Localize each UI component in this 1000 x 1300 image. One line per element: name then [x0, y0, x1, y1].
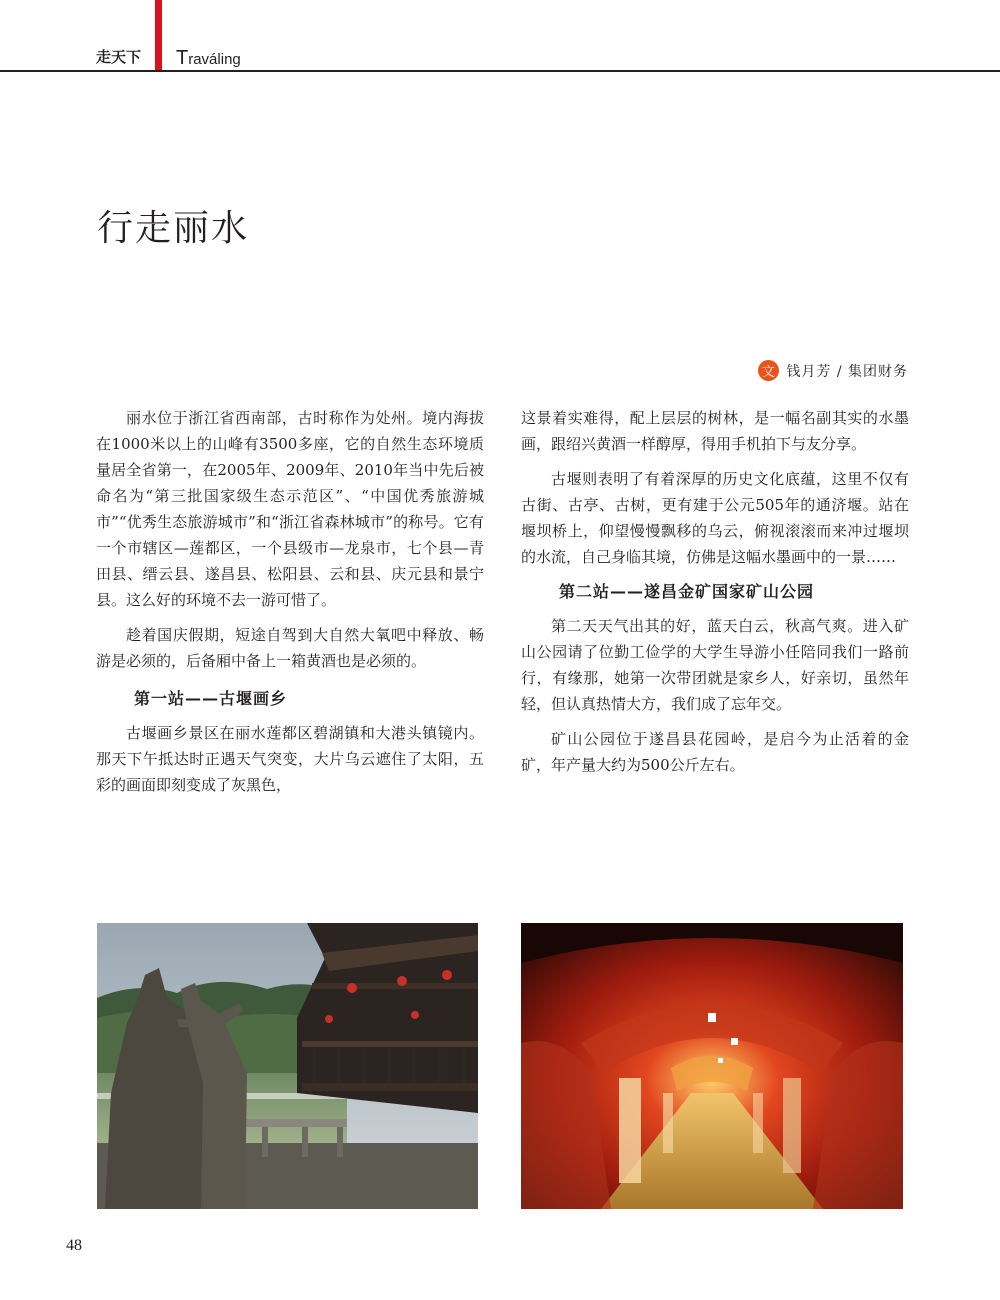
right-column	[521, 405, 909, 787]
paragraph: 趁着国庆假期，短途自驾到大自然大氧吧中释放、畅游是必须的，后备厢中备上一箱黄酒也是必须的。	[96, 626, 484, 670]
page-number: 48	[66, 1237, 82, 1254]
section-label-en-rest: raváling	[188, 51, 241, 68]
article-title: 行走丽水	[97, 208, 250, 250]
paragraph: 古堰则表明了有着深厚的历史文化底蕴，这里不仅有古街、古亭、古树，更有建于公元505年的通济堰。站在堰坝桥上，仰望慢慢飘移的乌云，俯视滚滚而来冲过堰坝的水流，自己身临其境，仿佛是这幅水墨画中的一景……	[521, 470, 909, 566]
header-accent-bar	[155, 0, 162, 70]
section-label-cn: 走天下	[96, 48, 142, 66]
header-rule	[0, 70, 1000, 72]
left-column	[96, 405, 484, 807]
section-label-en	[176, 47, 241, 70]
section-heading: 第一站——古堰画乡	[134, 689, 288, 708]
byline-author: 钱月芳 / 集团财务	[786, 363, 908, 380]
paragraph: 第二天天气出其的好，蓝天白云，秋高气爽。进入矿山公园请了位勤工俭学的大学生导游小任陪同我们一路前行，有缘那，她第一次带团就是家乡人，好亲切，虽然年轻，但认真热情大方，我们成了忘年交。	[521, 617, 909, 713]
riverside-statues-photo	[97, 923, 478, 1209]
section-label-en-initial: T	[176, 47, 189, 69]
byline	[758, 360, 908, 381]
mine-tunnel-icon	[521, 923, 903, 1209]
section-heading: 第二站——遂昌金矿国家矿山公园	[559, 582, 815, 601]
paragraph: 古堰画乡景区在丽水莲都区碧湖镇和大港头镇镜内。那天下午抵达时正遇天气突变，大片乌云遮住了太阳，五彩的画面即刻变成了灰黑色，	[96, 724, 484, 794]
byline-badge: 文	[758, 360, 779, 381]
paragraph: 矿山公园位于遂昌县花园岭，是启今为止活着的金矿，年产量大约为500公斤左右。	[521, 730, 909, 774]
paragraph: 这景着实难得，配上层层的树林，是一幅名副其实的水墨画，跟绍兴黄酒一样醇厚，得用手机拍下与友分享。	[521, 409, 909, 453]
mine-tunnel-photo	[521, 923, 903, 1209]
riverside-statues-icon	[97, 923, 478, 1209]
paragraph: 丽水位于浙江省西南部，古时称作为处州。境内海拔在1000米以上的山峰有3500多座，它的自然生态环境质量居全省第一，在2005年、2009年、2010年当中先后被命名为“第三批国家级生态示范区”、“中国优秀旅游城市”“优秀生态旅游城市”和“浙江省森林城市”的称号。它有一个市辖区—莲都区，一个县级市—龙泉市，七个县—青田县、缙云县、遂昌县、松阳县、云和县、庆元县和景宁县。这么好的环境不去一游可惜了。	[96, 409, 484, 609]
